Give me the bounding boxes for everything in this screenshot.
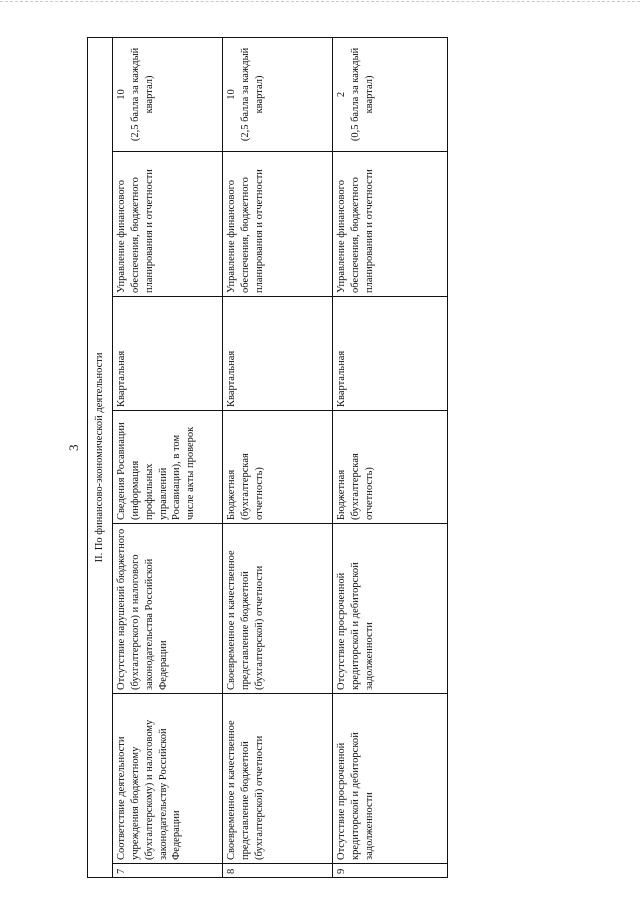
indicator-cell: Соответствие деятельности учреждения бюджетному (бухгалтерскому) и налоговому законодательству Российской Федерации bbox=[113, 694, 223, 864]
table-row bbox=[223, 37, 333, 877]
criterion-cell: Своевременное и качественное представление бюджетной (бухгалтерской) отчетности bbox=[223, 524, 333, 694]
points-value: 10 bbox=[226, 89, 237, 100]
top-edge-line bbox=[0, 1, 640, 2]
responsible-cell: Управление финансового обеспечения, бюджетного планирования и отчетности bbox=[223, 152, 333, 297]
criterion-cell: Отсутствие нарушений бюджетного (бухгалтерского) и налогового законодательства Российской Федерации bbox=[113, 524, 223, 694]
source-cell: Бюджетная (бухгалтерская отчетность) bbox=[223, 411, 333, 524]
responsible-cell: Управление финансового обеспечения, бюджетного планирования и отчетности bbox=[113, 152, 223, 297]
section-title: II. По финансово-экономической деятельности bbox=[88, 37, 113, 877]
row-number: 8 bbox=[223, 864, 333, 878]
row-number: 9 bbox=[333, 864, 448, 878]
points-value: 2 bbox=[336, 91, 347, 98]
points-cell bbox=[113, 37, 223, 151]
points-cell bbox=[333, 37, 448, 151]
periodicity-cell: Квартальная bbox=[333, 297, 448, 411]
points-cell bbox=[223, 37, 333, 151]
periodicity-cell: Квартальная bbox=[113, 297, 223, 411]
table-row bbox=[113, 37, 223, 877]
points-value: 10 bbox=[116, 89, 127, 100]
responsible-cell: Управление финансового обеспечения, бюджетного планирования и отчетности bbox=[333, 152, 448, 297]
section-row bbox=[88, 37, 113, 877]
source-cell: Бюджетная (бухгалтерская отчетность) bbox=[333, 411, 448, 524]
periodicity-cell: Квартальная bbox=[223, 297, 333, 411]
rotated-table-container bbox=[87, 38, 457, 878]
indicator-cell: Своевременное и качественное представление бюджетной (бухгалтерской) отчетности bbox=[223, 694, 333, 864]
points-note: (2,5 балла за каждый квартал) bbox=[239, 47, 265, 142]
table-row bbox=[333, 37, 448, 877]
source-cell: Сведения Росавиации (информация профильных управлений Росавиации), в том числе акты проверок bbox=[113, 411, 223, 524]
row-number: 7 bbox=[113, 864, 223, 878]
criterion-cell: Отсутствие просроченной кредиторской и дебиторской задолженности bbox=[333, 524, 448, 694]
indicators-table bbox=[87, 37, 448, 878]
points-note: (0,5 балла за каждый квартал) bbox=[349, 47, 375, 142]
page-number: 3 bbox=[66, 444, 81, 451]
indicator-cell: Отсутствие просроченной кредиторской и дебиторской задолженности bbox=[333, 694, 448, 864]
points-note: (2,5 балла за каждый квартал) bbox=[129, 47, 155, 142]
